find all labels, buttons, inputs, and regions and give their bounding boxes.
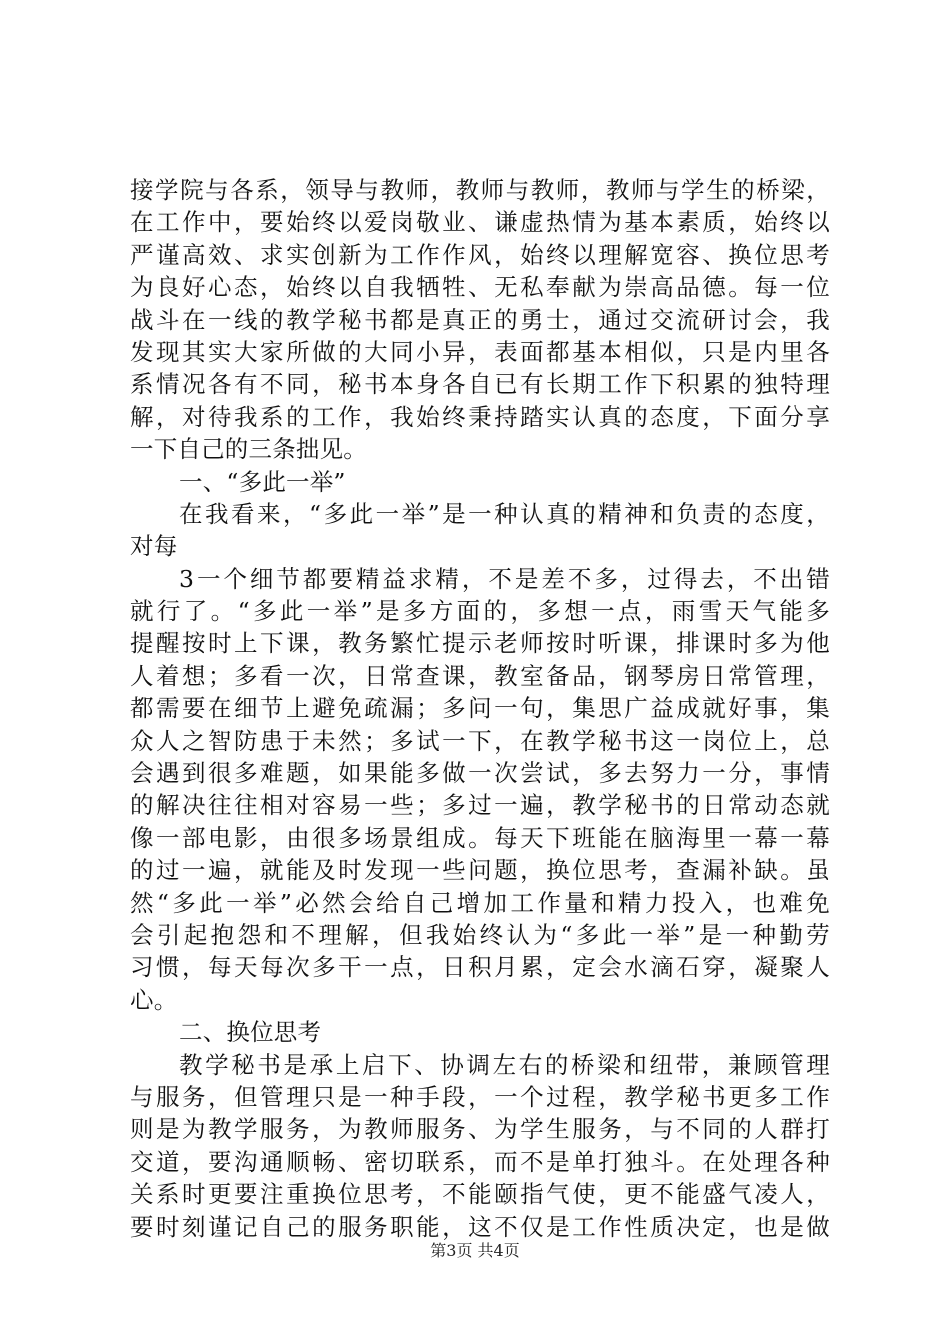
text-line: 要时刻谨记自己的服务职能，这不仅是工作性质决定，也是做 [130,1212,830,1241]
text-line: 一、“多此一举” [179,467,346,496]
text-line: 严谨高效、求实创新为工作作风，始终以理解宽容、换位思考 [130,240,830,269]
text-line: 像一部电影，由很多场景组成。每天下班能在脑海里一幕一幕 [130,823,830,852]
text-line: 二、换位思考 [179,1018,322,1047]
text-line: 系情况各有不同，秘书本身各自已有长期工作下积累的独特理 [130,370,830,399]
text-line: 在工作中，要始终以爱岗敬业、谦虚热情为基本素质，始终以 [130,208,830,237]
text-line: 众人之智防患于未然；多试一下，在教学秘书这一岗位上，总 [130,726,830,755]
text-line: 提醒按时上下课，教务繁忙提示老师按时听课，排课时多为他 [130,629,830,658]
text-line: 教学秘书是承上启下、协调左右的桥梁和纽带，兼顾管理 [179,1050,830,1079]
text-line: 则是为教学服务，为教师服务、为学生服务，与不同的人群打 [130,1115,830,1144]
text-line: 与服务，但管理只是一种手段，一个过程，教学秘书更多工作 [130,1082,830,1111]
text-line: 交道，要沟通顺畅、密切联系，而不是单打独斗。在处理各种 [130,1147,830,1176]
text-line: 然“多此一举”必然会给自己增加工作量和精力投入，也难免 [130,888,830,917]
text-line: 3一个细节都要精益求精，不是差不多，过得去，不出错 [179,564,830,593]
text-line: 会遇到很多难题，如果能多做一次尝试，多去努力一分，事情 [130,759,830,788]
text-line: 的过一遍，就能及时发现一些问题，换位思考，查漏补缺。虽 [130,856,830,885]
text-line: 对每 [130,532,178,561]
text-line: 战斗在一线的教学秘书都是真正的勇士，通过交流研讨会，我 [130,305,830,334]
text-line: 就行了。“多此一举”是多方面的，多想一点，雨雪天气能多 [130,597,830,626]
text-line: 关系时更要注重换位思考，不能颐指气使，更不能盛气凌人， [130,1180,830,1209]
text-line: 都需要在细节上避免疏漏；多问一句，集思广益成就好事，集 [130,694,830,723]
text-line: 一下自己的三条拙见。 [130,435,367,464]
text-line: 解，对待我系的工作，我始终秉持踏实认真的态度，下面分享 [130,402,830,431]
text-line: 会引起抱怨和不理解，但我始终认为“多此一举”是一种勤劳 [130,920,830,949]
text-line: 为良好心态，始终以自我牺牲、无私奉献为崇高品德。每一位 [130,273,830,302]
text-line: 人着想；多看一次，日常查课，教室备品，钢琴房日常管理， [130,661,830,690]
page-footer: 第3页 共4页 [430,1241,520,1260]
text-line: 心。 [130,985,178,1014]
text-line: 的解决往往相对容易一些；多过一遍，教学秘书的日常动态就 [130,791,830,820]
text-line: 接学院与各系，领导与教师，教师与教师，教师与学生的桥梁， [130,176,830,204]
text-line: 习惯，每天每次多干一点，日积月累，定会水滴石穿，凝聚人 [130,953,830,982]
document-body [130,174,830,1243]
text-line: 在我看来，“多此一举”是一种认真的精神和负责的态度， [179,499,830,528]
text-line: 发现其实大家所做的大同小异，表面都基本相似，只是内里各 [130,337,830,366]
